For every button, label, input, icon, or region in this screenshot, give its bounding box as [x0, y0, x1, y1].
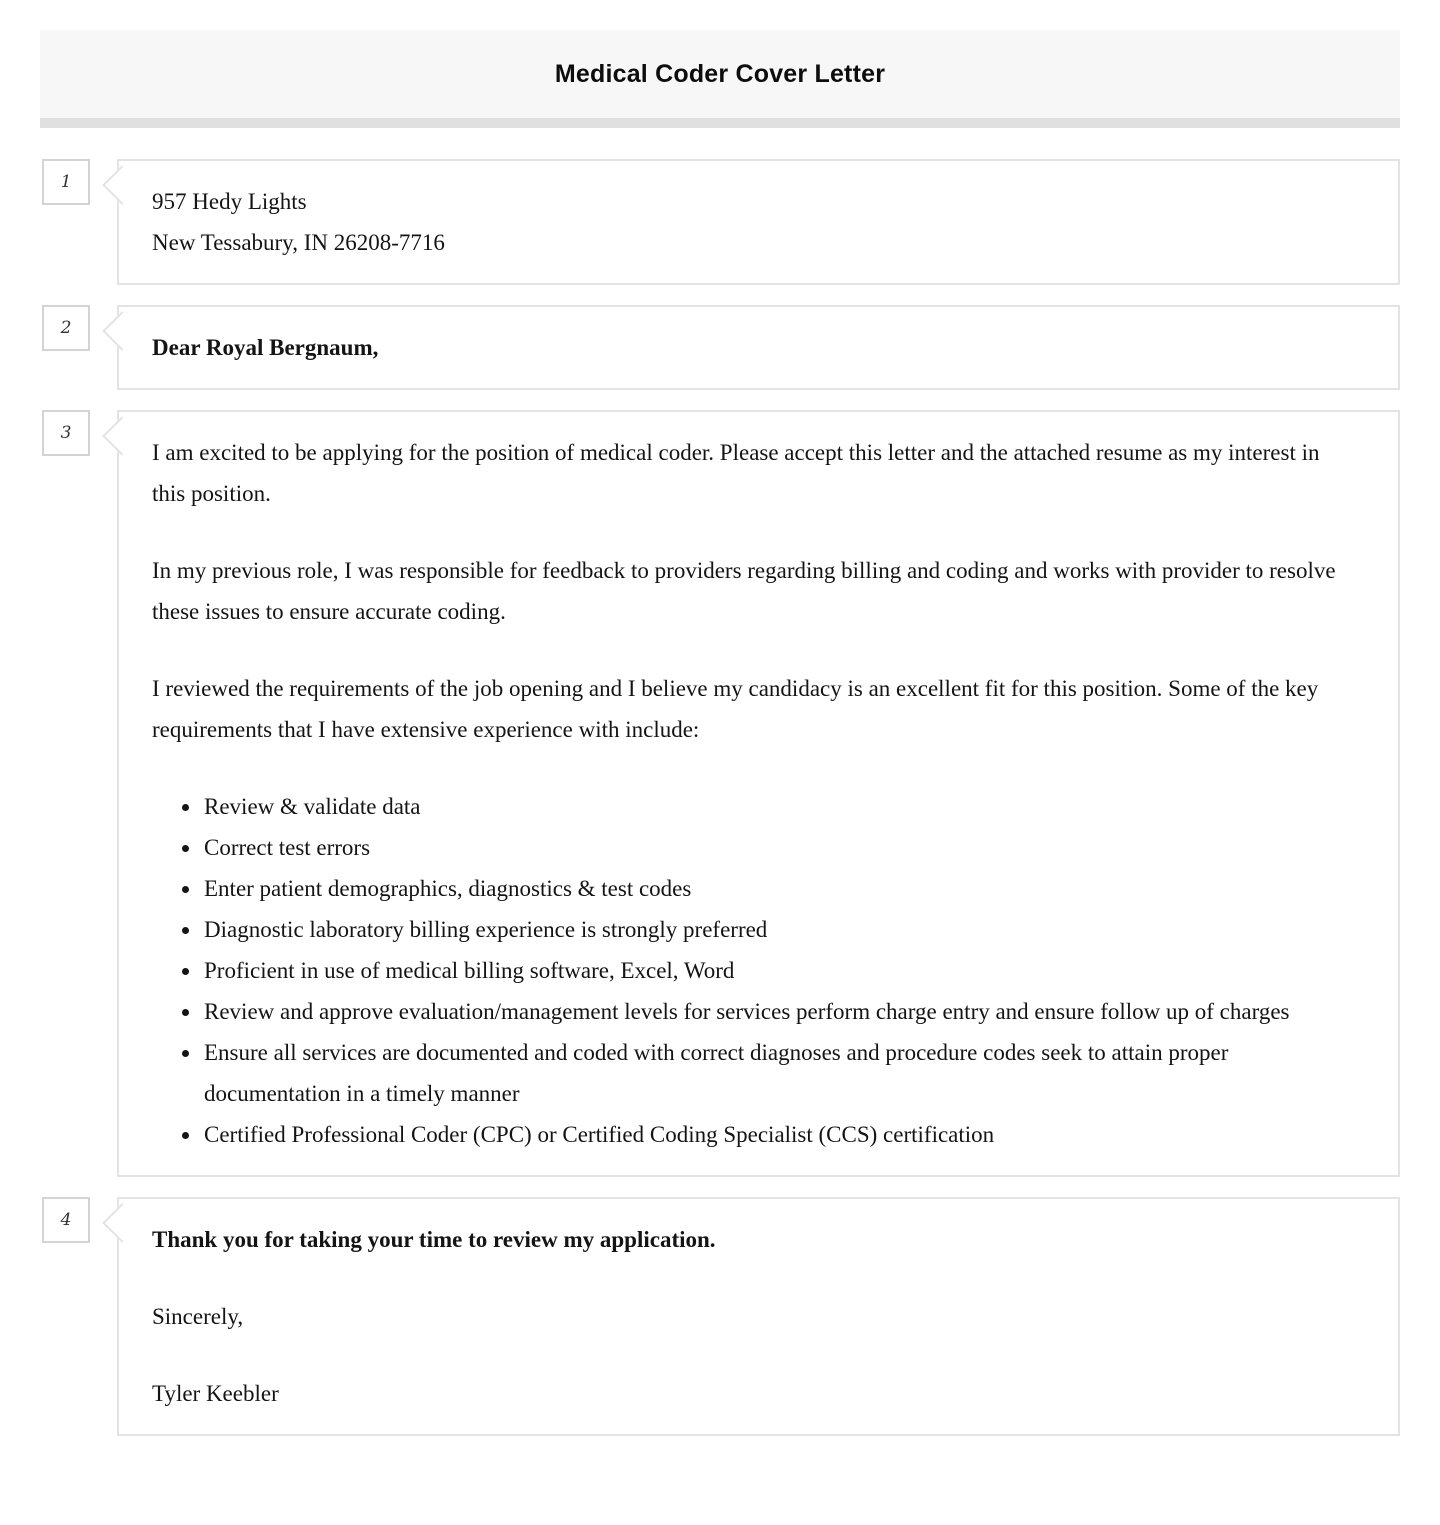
body-paragraph: I reviewed the requirements of the job opening and I believe my candidacy is an excellent fit for this position. Some of the key requirements that I have extensive experience with include:	[152, 676, 1319, 742]
cover-letter	[40, 159, 1400, 1436]
requirement-item: • Enter patient demographics, diagnostics & test codes	[202, 868, 1358, 909]
address-card	[117, 159, 1400, 285]
address-line-2: New Tessabury, IN 26208-7716	[152, 230, 445, 255]
marker-number: 2	[60, 318, 72, 338]
section-marker-2	[42, 305, 90, 351]
section-marker-3	[42, 410, 90, 456]
page-header	[40, 30, 1400, 118]
body-card	[117, 410, 1400, 1177]
requirement-item: • Certified Professional Coder (CPC) or Certified Coding Specialist (CCS) certification	[202, 1114, 1358, 1155]
body-paragraph: I am excited to be applying for the position of medical coder. Please accept this letter and the attached resume as my interest in this position.	[152, 440, 1320, 506]
section-marker-1	[42, 159, 90, 205]
requirement-item: • Proficient in use of medical billing software, Excel, Word	[202, 950, 1358, 991]
section-marker-4	[42, 1197, 90, 1243]
requirement-item: • Diagnostic laboratory billing experience is strongly preferred	[202, 909, 1358, 950]
closing-text: Thank you for taking your time to review my application.	[152, 1227, 716, 1252]
marker-number: 1	[60, 172, 72, 192]
section-body	[40, 410, 1400, 1177]
salutation-text: Dear Royal Bergnaum,	[152, 335, 379, 360]
page-title: Medical Coder Cover Letter	[554, 60, 886, 88]
requirement-item: • Review & validate data	[202, 786, 1358, 827]
section-address	[40, 159, 1400, 285]
body-paragraph: In my previous role, I was responsible for feedback to providers regarding billing and coding and works with provider to resolve these issues to ensure accurate coding.	[152, 558, 1336, 624]
section-closing	[40, 1197, 1400, 1436]
section-salutation	[40, 305, 1400, 390]
marker-number: 3	[60, 423, 72, 443]
requirement-item: • Ensure all services are documented and coded with correct diagnoses and procedure codes seek to attain proper documentation in a timely manner	[202, 1032, 1358, 1114]
header-shadow	[40, 118, 1400, 128]
signature-name: Tyler Keebler	[152, 1381, 279, 1406]
address-line-1: 957 Hedy Lights	[152, 189, 307, 214]
requirements-list	[152, 786, 1358, 1155]
signoff-text: Sincerely,	[152, 1304, 244, 1329]
marker-number: 4	[60, 1210, 72, 1230]
salutation-card	[117, 305, 1400, 390]
closing-card	[117, 1197, 1400, 1436]
requirement-item: • Correct test errors	[202, 827, 1358, 868]
requirement-item: • Review and approve evaluation/management levels for services perform charge entry and ensure follow up of charges	[202, 991, 1358, 1032]
